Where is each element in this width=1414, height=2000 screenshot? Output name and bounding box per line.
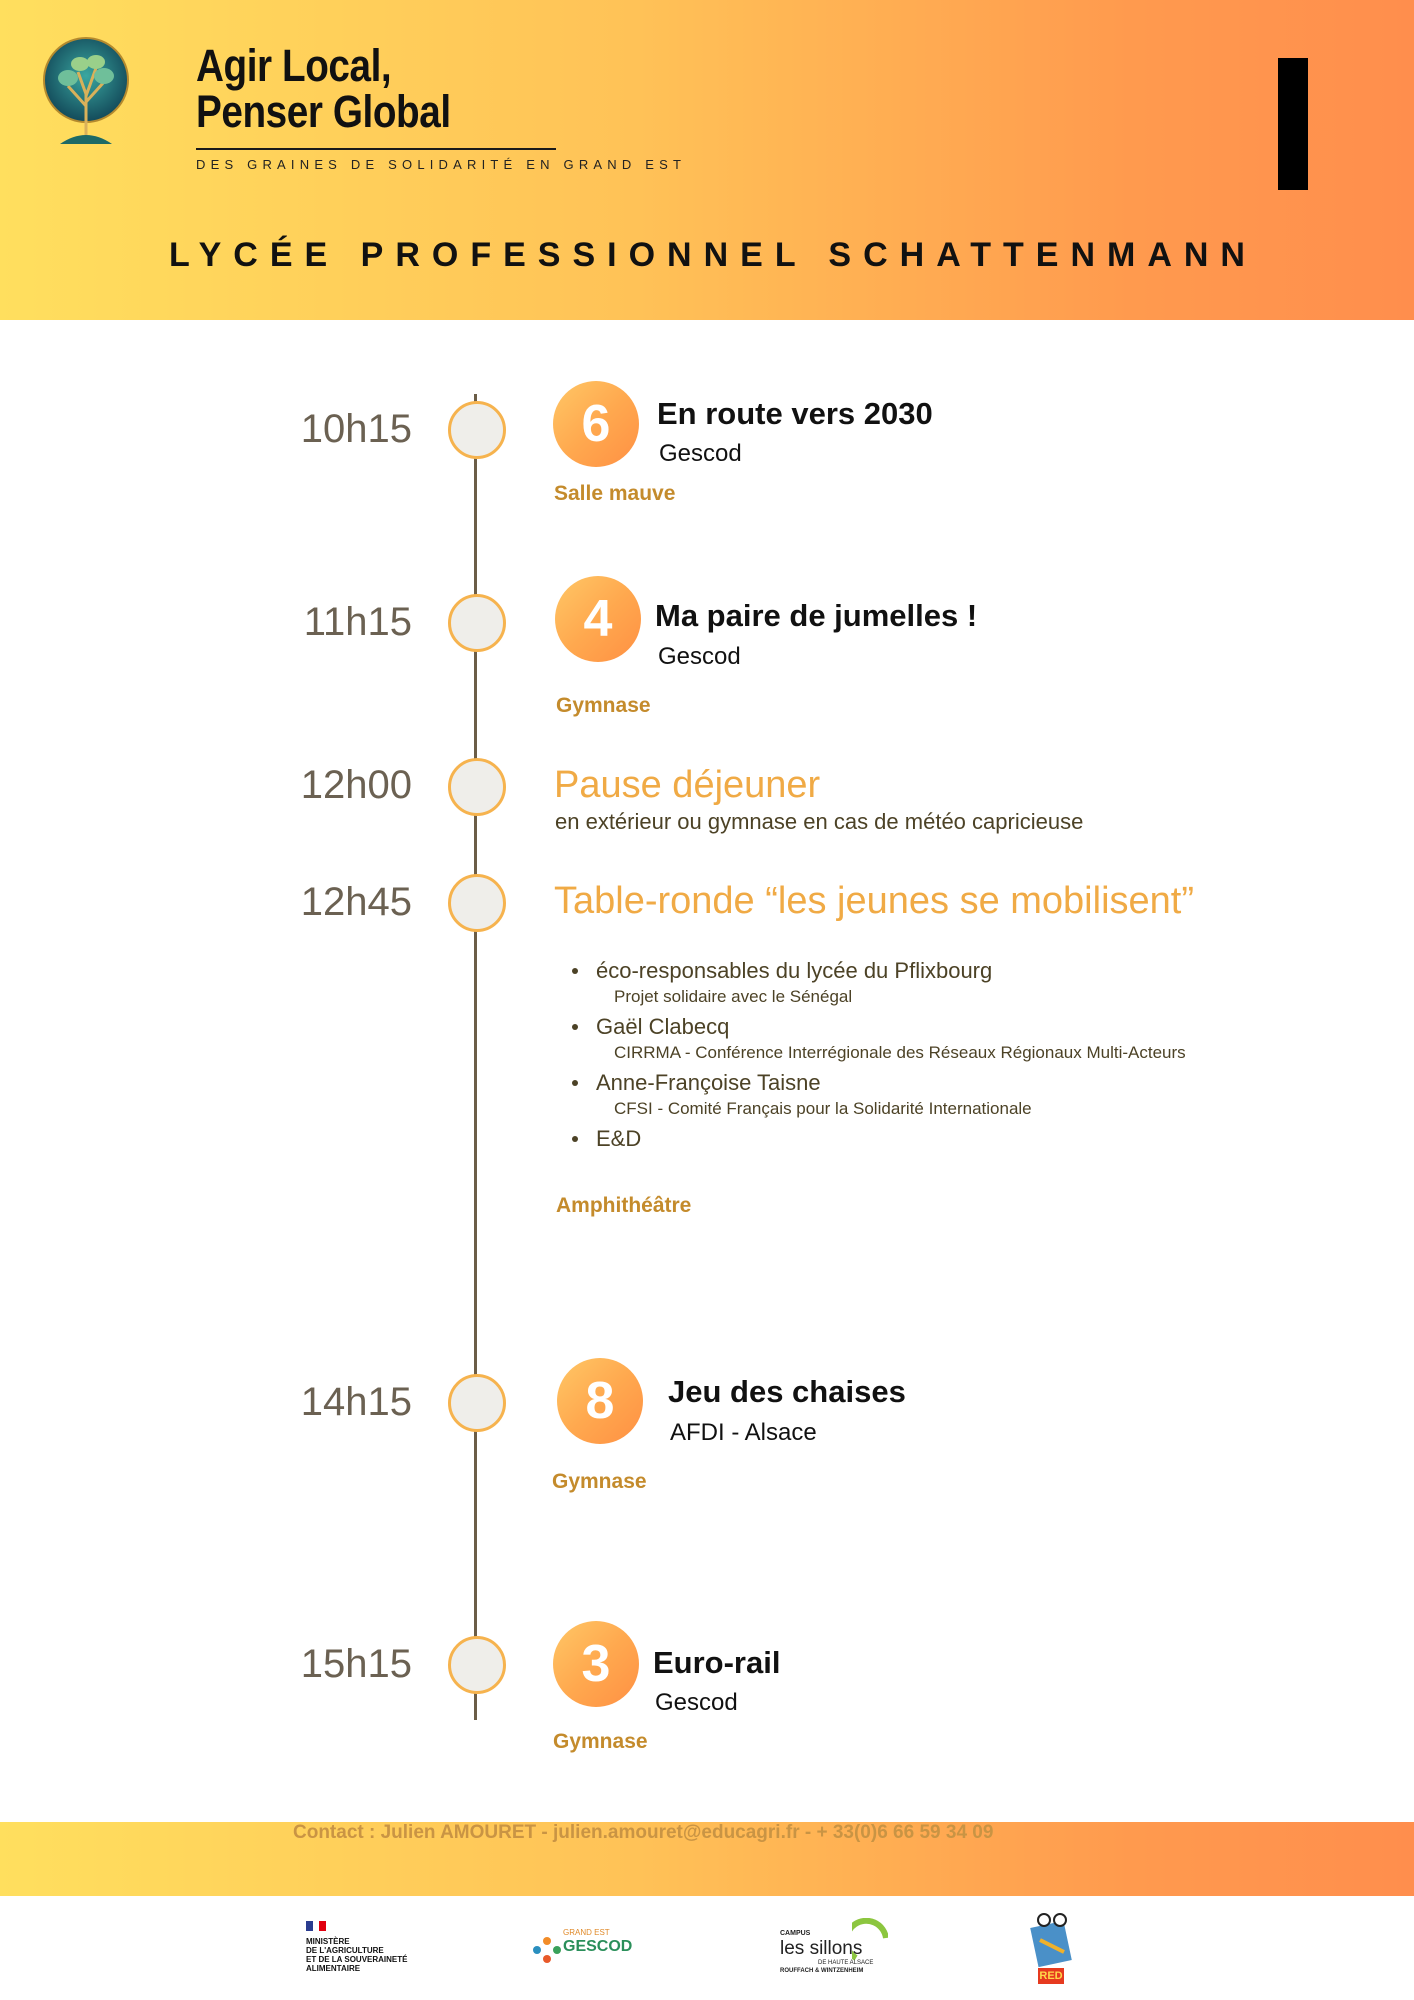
activity-room: Gymnase bbox=[553, 1730, 648, 1753]
panelist-description: CFSI - Comité Français pour la Solidarité Internationale bbox=[614, 1099, 1032, 1118]
activity-room: Amphithéâtre bbox=[556, 1194, 692, 1217]
list-item bbox=[560, 956, 1186, 1012]
time-label: 12h45 bbox=[300, 880, 412, 924]
activity-organizer: Gescod bbox=[658, 643, 741, 670]
tagline: DES GRAINES DE SOLIDARITÉ EN GRAND EST bbox=[196, 157, 687, 172]
time-label: 14h15 bbox=[300, 1380, 412, 1424]
timeline-line bbox=[474, 394, 477, 1720]
panelist-name: E&D bbox=[596, 1126, 642, 1151]
panelist-description: CIRRMA - Conférence Interrégionale des Réseaux Régionaux Multi-Acteurs bbox=[614, 1043, 1186, 1062]
decorative-black-bar bbox=[1278, 58, 1308, 190]
contact-line: Contact : Julien AMOURET - julien.amouret@educagri.fr - + 33(0)6 66 59 34 09 bbox=[293, 1822, 994, 1843]
brand-title-line1: Agir Local, bbox=[196, 40, 392, 91]
campus-les-sillons-logo bbox=[778, 1918, 898, 1976]
campus-name-text: les sillons bbox=[780, 1938, 863, 1959]
red-logo bbox=[1020, 1910, 1082, 1986]
ministere-logo bbox=[306, 1918, 426, 1988]
ministere-text: DE L'AGRICULTURE bbox=[306, 1946, 384, 1955]
timeline-dot bbox=[448, 758, 506, 816]
activity-room: Gymnase bbox=[552, 1470, 647, 1493]
round-table-title: Table-ronde “les jeunes se mobilisent” bbox=[554, 880, 1194, 922]
time-label: 10h15 bbox=[300, 407, 412, 451]
brand-title-line2: Penser Global bbox=[196, 86, 451, 137]
activity-title: Jeu des chaises bbox=[668, 1374, 906, 1409]
activity-title: Ma paire de jumelles ! bbox=[655, 598, 978, 633]
panelist-name: éco-responsables du lycée du Pflixbourg bbox=[596, 958, 993, 983]
panelist-list bbox=[560, 956, 1186, 1180]
gescod-text: GESCOD bbox=[563, 1938, 633, 1955]
campus-small-text: CAMPUS bbox=[780, 1930, 811, 1937]
activity-title: Euro-rail bbox=[653, 1645, 781, 1680]
timeline-dot bbox=[448, 1374, 506, 1432]
activity-organizer: Gescod bbox=[659, 440, 742, 467]
panelist-name: Anne-Françoise Taisne bbox=[596, 1070, 821, 1095]
list-item bbox=[560, 1068, 1186, 1124]
marianne-flag-icon bbox=[306, 1921, 326, 1931]
campus-sub-text: DE HAUTE ALSACE bbox=[818, 1960, 874, 1966]
activity-number-badge: 6 bbox=[553, 381, 639, 467]
ministere-text: ALIMENTAIRE bbox=[306, 1964, 361, 1973]
activity-room: Salle mauve bbox=[554, 482, 676, 505]
time-label: 12h00 bbox=[300, 763, 412, 807]
red-text: RED bbox=[1039, 1970, 1063, 1982]
timeline-dot bbox=[448, 874, 506, 932]
break-title: Pause déjeuner bbox=[554, 764, 821, 806]
red-mascot-icon bbox=[1020, 1910, 1082, 1970]
timeline-dot bbox=[448, 1636, 506, 1694]
activity-title: En route vers 2030 bbox=[657, 396, 933, 431]
panelist-name: Gaël Clabecq bbox=[596, 1014, 730, 1039]
header-banner bbox=[0, 0, 1414, 320]
activity-number-badge: 8 bbox=[557, 1358, 643, 1444]
tree-globe-logo bbox=[38, 34, 134, 150]
gescod-logo bbox=[533, 1926, 643, 1976]
activity-organizer: AFDI - Alsace bbox=[670, 1419, 817, 1446]
activity-number-badge: 4 bbox=[555, 576, 641, 662]
school-name: LYCÉE PROFESSIONNEL SCHATTENMANN bbox=[168, 236, 1257, 274]
timeline-dot bbox=[448, 401, 506, 459]
timeline-dot bbox=[448, 594, 506, 652]
ministere-text: MINISTÈRE bbox=[306, 1937, 350, 1946]
panelist-description: Projet solidaire avec le Sénégal bbox=[614, 987, 853, 1006]
list-item bbox=[560, 1124, 1186, 1180]
time-label: 11h15 bbox=[303, 600, 412, 644]
activity-organizer: Gescod bbox=[655, 1689, 738, 1716]
break-subtitle: en extérieur ou gymnase en cas de météo capricieuse bbox=[555, 809, 1084, 834]
campus-sub-text: ROUFFACH & WINTZENHEIM bbox=[780, 1968, 864, 1974]
people-circle-icon bbox=[533, 1936, 561, 1964]
ministere-text: ET DE LA SOUVERAINETÉ bbox=[306, 1955, 408, 1964]
gescod-small-text: GRAND EST bbox=[563, 1928, 610, 1937]
time-label: 15h15 bbox=[300, 1642, 412, 1686]
list-item bbox=[560, 1012, 1186, 1068]
title-divider bbox=[196, 148, 556, 150]
activity-number-badge: 3 bbox=[553, 1621, 639, 1707]
activity-room: Gymnase bbox=[556, 694, 651, 717]
